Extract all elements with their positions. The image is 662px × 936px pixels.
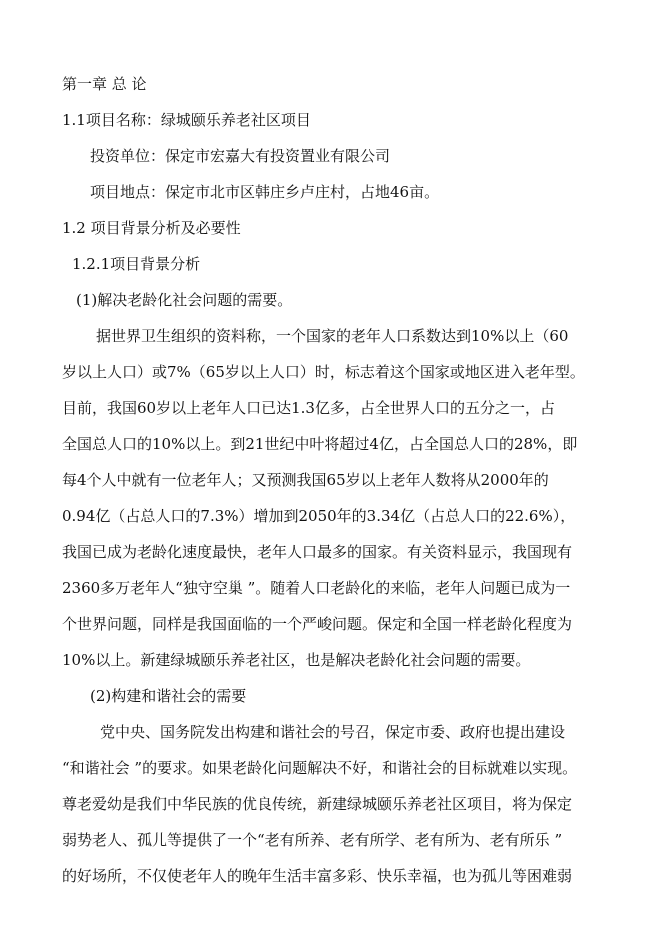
paragraph-line: “和谐社会 ”的要求。如果老龄化问题解决不好，和谐社会的目标就难以实现。 (62, 759, 578, 777)
project-name: 1.1项目名称：绿城颐乐养老社区项目 (62, 111, 311, 129)
paragraph-line: 10%以上。新建绿城颐乐养老社区，也是解决老龄化社会问题的需要。 (62, 651, 531, 669)
paragraph-line: 党中央、国务院发出构建和谐社会的号召，保定市委、政府也提出建设 (100, 723, 566, 741)
paragraph-line: 2360多万老年人“独守空巢 ”。随着人口老龄化的来临，老年人问题已成为一 (62, 579, 571, 597)
paragraph-line: 0.94亿（占总人口的7.3%）增加到2050年的3.34亿（占总人口的22.6%）， (62, 507, 576, 525)
section-heading-1-2-1: 1.2.1项目背景分析 (72, 255, 201, 273)
paragraph-harmony (62, 714, 606, 894)
chapter-title: 第一章 总 论 (62, 75, 147, 93)
subsection-heading-2: (2)构建和谐社会的需要 (90, 687, 247, 705)
paragraph-line: 全国总人口的10%以上。到21世纪中叶将超过4亿，占全国总人口的28%，即 (62, 435, 578, 453)
paragraph-line: 岁以上人口）或7%（65岁以上人口）时，标志着这个国家或地区进入老年型。 (62, 363, 585, 381)
paragraph-aging (62, 318, 606, 678)
paragraph-line: 的好场所，不仅使老年人的晚年生活丰富多彩、快乐幸福，也为孤儿等困难弱 (62, 867, 573, 885)
location-line: 项目地点：保定市北市区韩庄乡卢庄村，占地46亩。 (90, 183, 440, 201)
subsection-heading-1: (1)解决老龄化社会问题的需要。 (76, 291, 293, 309)
section-heading-1-2: 1.2 项目背景分析及必要性 (62, 219, 241, 237)
paragraph-line: 个世界问题，同样是我国面临的一个严峻问题。保定和全国一样老龄化程度为 (62, 615, 573, 633)
paragraph-line: 我国已成为老龄化速度最快，老年人口最多的国家。有关资料显示，我国现有 (62, 543, 573, 561)
paragraph-line: 据世界卫生组织的资料称，一个国家的老年人口系数达到10%以上（60 (96, 327, 569, 345)
paragraph-line: 尊老爱幼是我们中华民族的优良传统，新建绿城颐乐养老社区项目，将为保定 (62, 795, 573, 813)
paragraph-line: 弱势老人、孤儿等提供了一个“老有所养、老有所学、老有所为、老有所乐 ” (62, 831, 563, 849)
investor-line: 投资单位：保定市宏嘉大有投资置业有限公司 (90, 147, 391, 165)
paragraph-line: 每4个人中就有一位老年人；又预测我国65岁以上老年人数将从2000年的 (62, 471, 549, 489)
paragraph-line: 目前，我国60岁以上老年人口已达1.3亿多，占全世界人口的五分之一，占 (62, 399, 555, 417)
